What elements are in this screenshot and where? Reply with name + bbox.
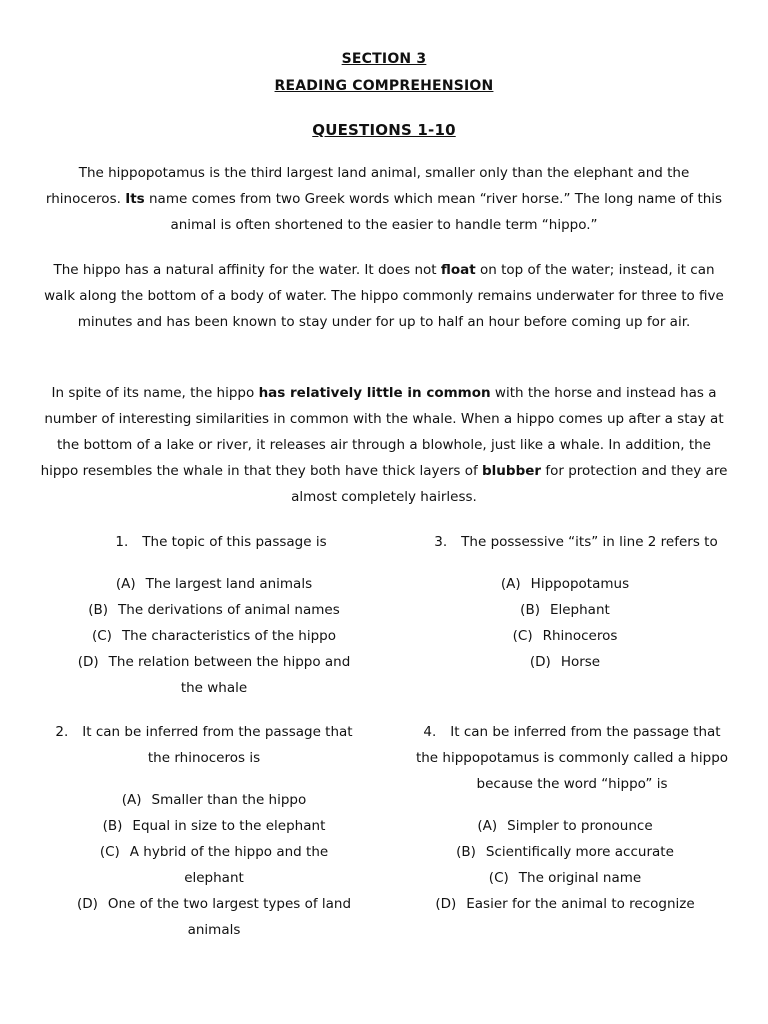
bold-phrase-little-in-common: has relatively little in common [258,385,491,401]
answer-option-d [40,649,388,701]
option-letter: (C) [488,870,509,886]
question-text: The possessive “its” in line 2 refers to [461,534,718,550]
answer-option-c [40,623,388,649]
question-stem [380,529,750,555]
answer-option-a [380,813,750,839]
option-text: Simpler to pronounce [507,818,653,834]
option-text: The characteristics of the hippo [121,628,337,644]
option-letter: (D) [77,654,99,670]
passage-paragraph-3 [40,380,728,510]
option-text: Scientifically more accurate [485,844,674,860]
option-letter: (A) [477,818,498,834]
option-text: The original name [518,870,642,886]
question-stem [40,719,388,771]
option-text: Rhinoceros [542,628,618,644]
question-stem [40,529,388,555]
answer-option-d [40,891,388,943]
answer-option-a [380,571,750,597]
paragraph-text: on top of the water; instead, it can walk along the bottom of a body of water. The hippo commonly remains underwater for three to five minutes and has been known to stay under for up to half an hour before coming up for air. [44,262,724,330]
option-letter: (D) [435,896,457,912]
question-stem [380,719,750,797]
option-text: Elephant [549,602,610,618]
paragraph-text: The hippo has a natural affinity for the water. It does not [53,262,441,278]
question-number: 3. [434,534,448,550]
option-letter: (D) [529,654,551,670]
option-text: One of the two largest types of land animals [107,896,352,938]
option-letter: (D) [76,896,98,912]
bold-term-blubber: blubber [482,463,542,479]
option-letter: (B) [520,602,540,618]
question-text: The topic of this passage is [142,534,327,550]
answer-options [40,787,388,943]
answer-option-c [380,865,750,891]
answer-option-d [380,649,750,675]
question-4 [380,719,750,917]
answer-option-b [380,597,750,623]
paragraph-text: In spite of its name, the hippo [51,385,259,401]
option-letter: (C) [91,628,112,644]
paragraph-text: name comes from two Greek words which mean “river horse.” The long name of this animal is often shortened to the easier to handle term “hippo.” [144,191,723,233]
answer-options [380,813,750,917]
question-number: 4. [423,724,437,740]
option-letter: (B) [102,818,123,834]
passage-paragraph-1 [40,160,728,238]
option-letter: (A) [121,792,142,808]
question-2 [40,719,388,943]
answer-option-c [40,839,388,891]
question-text: It can be inferred from the passage that the hippopotamus is commonly called a hippo because the word “hippo” is [415,724,729,792]
answer-options [380,571,750,675]
answer-option-a [40,787,388,813]
answer-option-c [380,623,750,649]
answer-option-b [40,597,388,623]
option-letter: (B) [456,844,476,860]
paragraph-text: for protection and they are almost completely hairless. [291,463,728,505]
question-3 [380,529,750,675]
option-text: A hybrid of the hippo and the elephant [129,844,329,886]
answer-option-b [380,839,750,865]
option-text: The relation between the hippo and the whale [108,654,351,696]
question-1 [40,529,388,701]
questions-range-heading: QUESTIONS 1-10 [312,121,456,139]
answer-options [40,571,388,701]
option-text: The derivations of animal names [118,602,340,618]
option-text: The largest land animals [145,576,313,592]
option-text: Easier for the animal to recognize [466,896,695,912]
paragraph-text: The hippopotamus is the third largest land animal, smaller only than the elephant and the rhinoceros. [45,165,690,207]
answer-option-a [40,571,388,597]
section-heading: SECTION 3 [341,51,427,67]
option-text: Equal in size to the elephant [132,818,326,834]
option-text: Smaller than the hippo [151,792,307,808]
option-text: Hippopotamus [530,576,630,592]
passage-paragraph-2 [40,257,728,335]
option-letter: (A) [500,576,521,592]
question-number: 1. [115,534,129,550]
question-text: It can be inferred from the passage that the rhinoceros is [82,724,353,766]
section-subtitle: READING COMPREHENSION [274,78,494,94]
paragraph-text: with the horse and instead has a number of interesting similarities in common with the whale. When a hippo comes up after a stay at the bottom of a lake or river, it releases air through a blowhole, just like a whale. In addition, the hippo resembles the whale in that they both have thick layers of [40,385,724,479]
question-number: 2. [55,724,69,740]
option-text: Horse [560,654,601,670]
answer-option-b [40,813,388,839]
bold-term-float: float [440,262,476,278]
answer-option-d [380,891,750,917]
bold-term-its: Its [125,191,145,207]
option-letter: (A) [115,576,136,592]
option-letter: (B) [88,602,109,618]
option-letter: (C) [512,628,533,644]
option-letter: (C) [99,844,120,860]
